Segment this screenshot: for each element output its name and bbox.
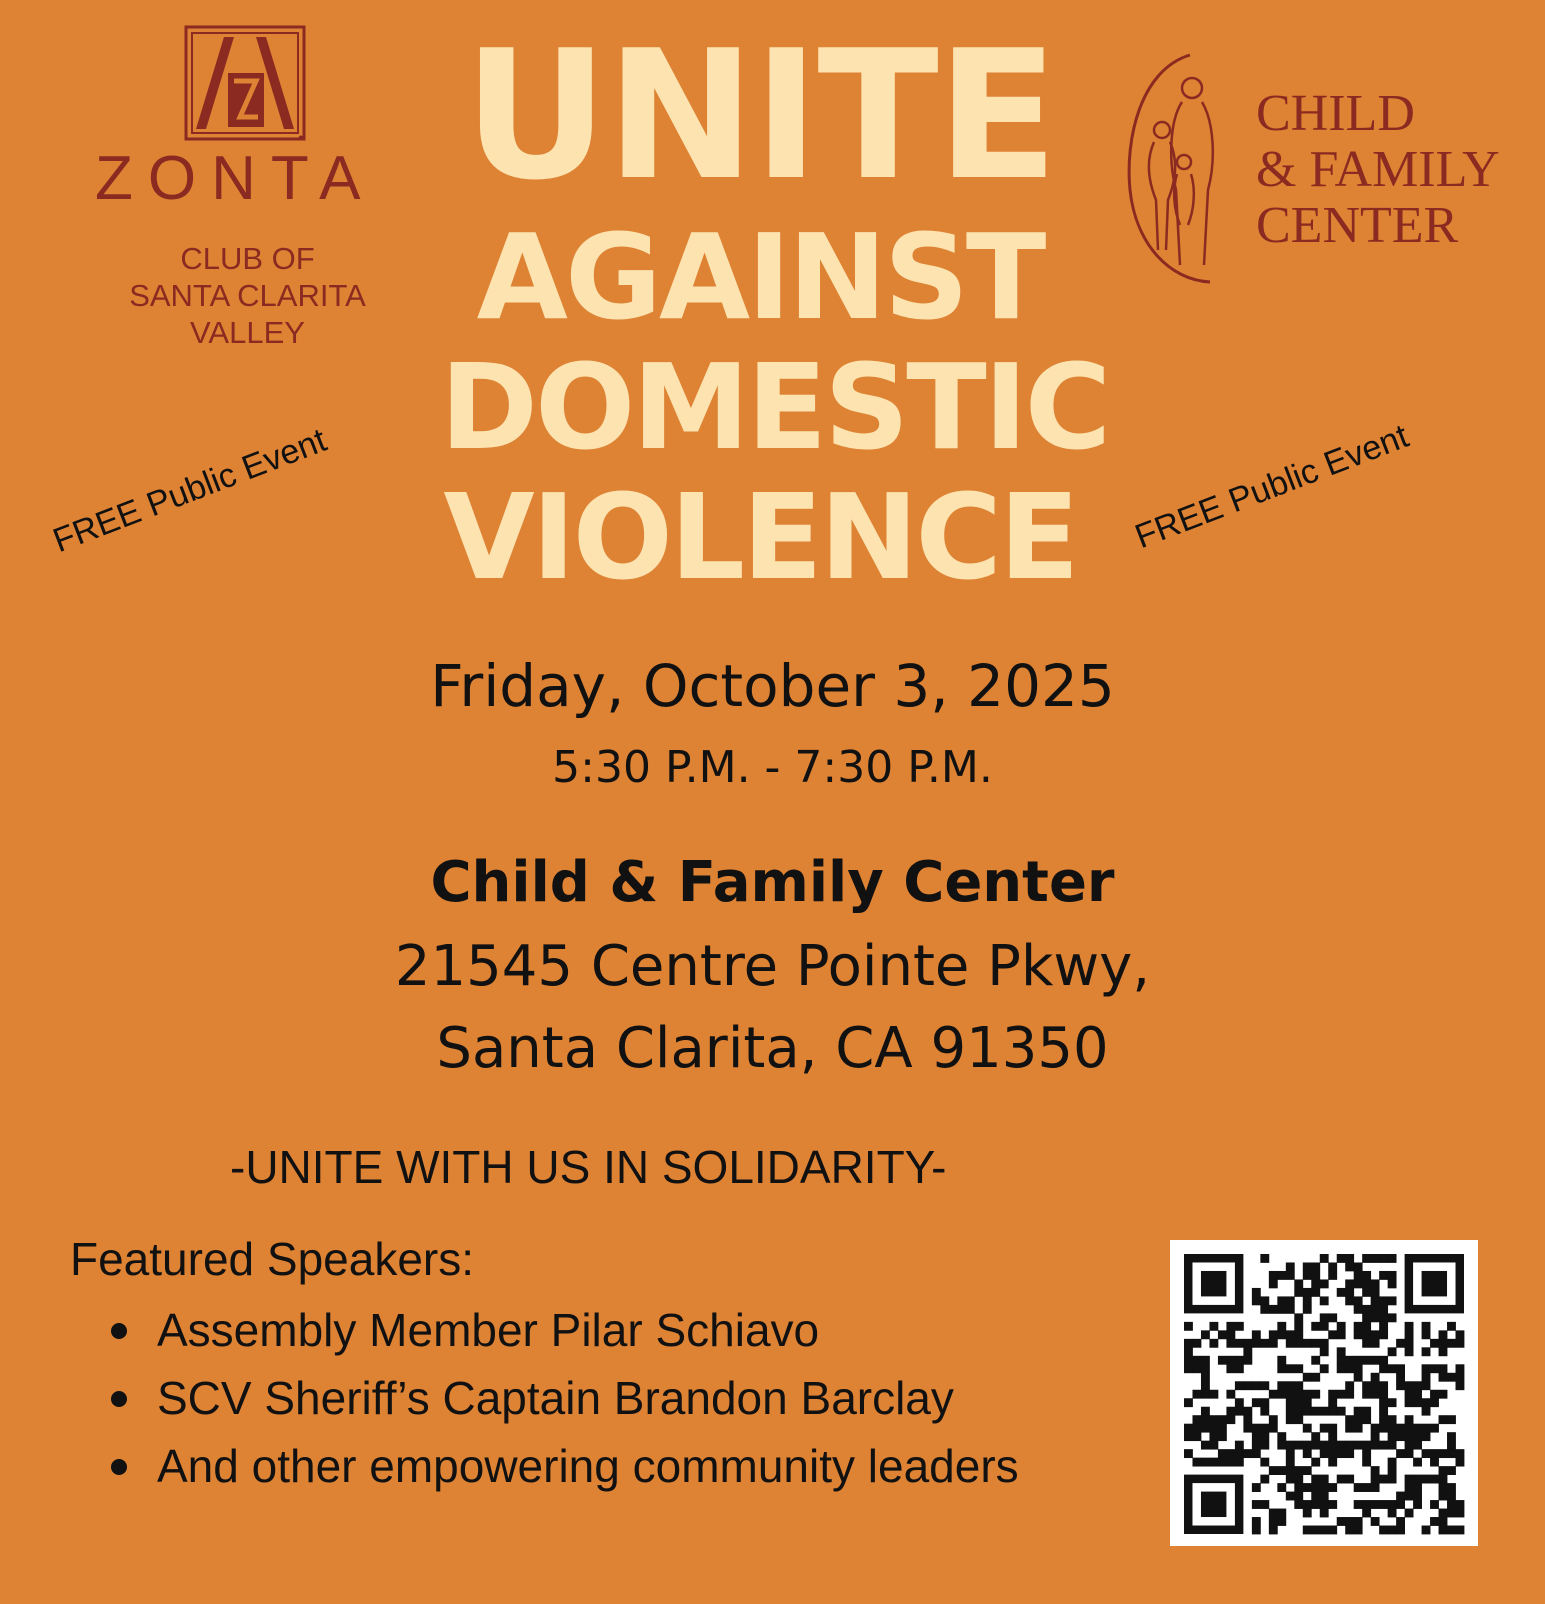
zonta-subtitle-line: SANTA CLARITA <box>129 278 366 313</box>
speaker-name: SCV Sheriff’s Captain Brandon Barclay <box>157 1372 954 1424</box>
bullet-icon <box>111 1323 127 1339</box>
title-line-2: AGAINST <box>476 208 1044 346</box>
zonta-subtitle-line: VALLEY <box>190 315 305 350</box>
speakers-heading: Featured Speakers: <box>70 1233 475 1285</box>
title-line-3: DOMESTIC <box>440 338 1109 476</box>
event-time: 5:30 P.M. - 7:30 P.M. <box>552 742 993 793</box>
event-address-line-2: Santa Clarita, CA 91350 <box>436 1016 1109 1081</box>
speaker-name: Assembly Member Pilar Schiavo <box>157 1304 820 1356</box>
bullet-icon <box>111 1459 127 1475</box>
title-line-1: UNITE <box>463 12 1057 219</box>
speakers-list <box>105 1296 1019 1500</box>
event-venue: Child & Family Center <box>430 850 1115 915</box>
speaker-item <box>105 1364 1019 1432</box>
event-date: Friday, October 3, 2025 <box>430 652 1115 720</box>
solidarity-tagline: -UNITE WITH US IN SOLIDARITY- <box>230 1141 947 1193</box>
child-family-name <box>1256 86 1545 254</box>
cfc-line: & FAMILY <box>1256 141 1500 198</box>
zonta-subtitle-line: CLUB OF <box>180 241 315 276</box>
speaker-item <box>105 1432 1019 1500</box>
bullet-icon <box>111 1391 127 1407</box>
title-line-4: VIOLENCE <box>443 468 1077 606</box>
event-address-line-1: 21545 Centre Pointe Pkwy, <box>394 934 1151 999</box>
free-event-badge-left: FREE Public Event <box>48 420 332 561</box>
free-event-badge-right: FREE Public Event <box>1130 416 1414 557</box>
cfc-line: CHILD <box>1256 85 1415 142</box>
child-family-logo-icon <box>1120 50 1260 290</box>
qr-code-icon[interactable] <box>1170 1240 1478 1546</box>
zonta-logo-icon <box>184 25 306 143</box>
cfc-line: CENTER <box>1256 197 1459 254</box>
zonta-subtitle <box>90 240 405 351</box>
zonta-name: ZONTA <box>95 144 376 213</box>
event-title <box>440 12 1109 606</box>
speaker-name: And other empowering community leaders <box>157 1440 1019 1492</box>
speaker-item <box>105 1296 1019 1364</box>
